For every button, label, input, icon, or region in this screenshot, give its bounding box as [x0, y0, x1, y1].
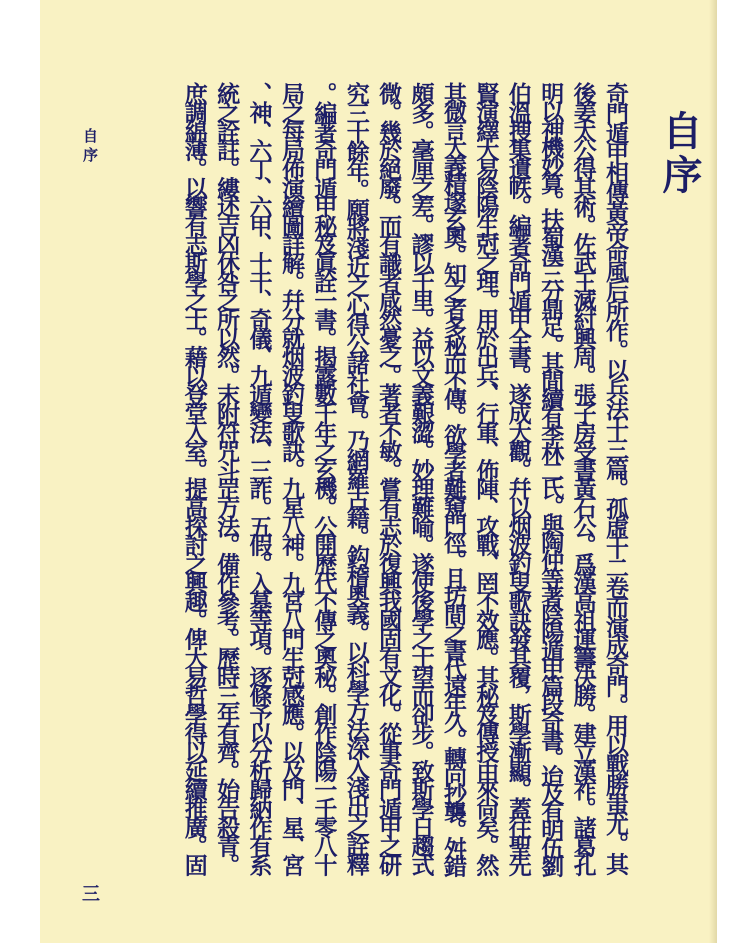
text-column: 賢演繹大易陰陽生尅之理。用於出兵、行軍、佈陣、攻戰、罔不效應。其秘笈傳授由來尙矣。然 [472, 82, 500, 872]
text-column: 伯溫搜集遺帙。編著奇門遁甲全書。遂成大觀。幷以烟波釣叟歌訣發其覆，斯學漸顯。蓋往聖先 [504, 82, 532, 872]
preface-body [177, 82, 631, 872]
text-column: 庶調綿薄。以響有志斯學之士。藉以登堂入室。提高探討之興趣。俾大易哲學得以延續推廣。固 [180, 82, 208, 872]
text-column: 奇門遁甲相傳黃帝命風后所作。以兵法十三篇。孤虛十二卷而演成奇門。用以戰勝蚩尤。其 [602, 82, 629, 872]
text-column: 統之詮註。縷述吉凶休咎之所以然。末附符咒斗罡方法。備作參考。歷時三年有齊。始告殺青。 [213, 82, 241, 872]
text-column: 後姜太公得其術。佐武王滅紂興周。張子房受書黃石公。爲漢高祖運籌决勝。建立漢祚。諸葛孔 [569, 82, 597, 872]
running-head: 自序 [81, 128, 99, 166]
text-column: 究三十餘年。願將淺近之心得公諸社會。乃網羅古籍。鈎稽奧義。以科學方法深入淺出之詮釋 [342, 82, 370, 873]
page-edge [709, 0, 717, 943]
text-column: 微。幾於絕廢。而有識者咸然憂之。著者不敏。嘗有志於復興我國固有文化。從事奇門遁甲之研 [375, 82, 403, 872]
page-title: 自序 [656, 110, 703, 198]
text-column: 。編著奇門遁甲秘笈眞詮一書。揭露數千年之玄機。公開歷代不傳之奧秘。創作陰陽一千零八十 [310, 82, 338, 872]
text-column: 局之每局佈演繪圖詳解。幷分就烟波釣叟歌訣。九星八神。九宮八門生尅感應。以及門、星、宮 [277, 82, 305, 872]
book-page [40, 0, 717, 943]
page-number: 三 [82, 884, 100, 905]
text-column: 其微言大義精邃玄奧。知之者多秘而不傳。欲學者難窺門徑。且坊間之書代遠年久。轉向抄襲。舛錯 [439, 82, 467, 873]
text-column: 明以神機妙算。扶蜀漢三分鼎足。其間續有李林二氏。與陶仲等著陰陽遁甲篇段奇書。迨及有明伍劉 [537, 82, 565, 873]
text-column: 、神、六丁、六甲、十干、奇儀、九遁變法、三詐。五假。入墓等項。逐條予以分析歸納作有系 [245, 82, 273, 872]
text-column: 頗多。毫厘之差。謬以千里。益以文義艱澀。妙理難喻。遂使後學之士望而卻步。致斯學日趨式 [407, 82, 435, 872]
